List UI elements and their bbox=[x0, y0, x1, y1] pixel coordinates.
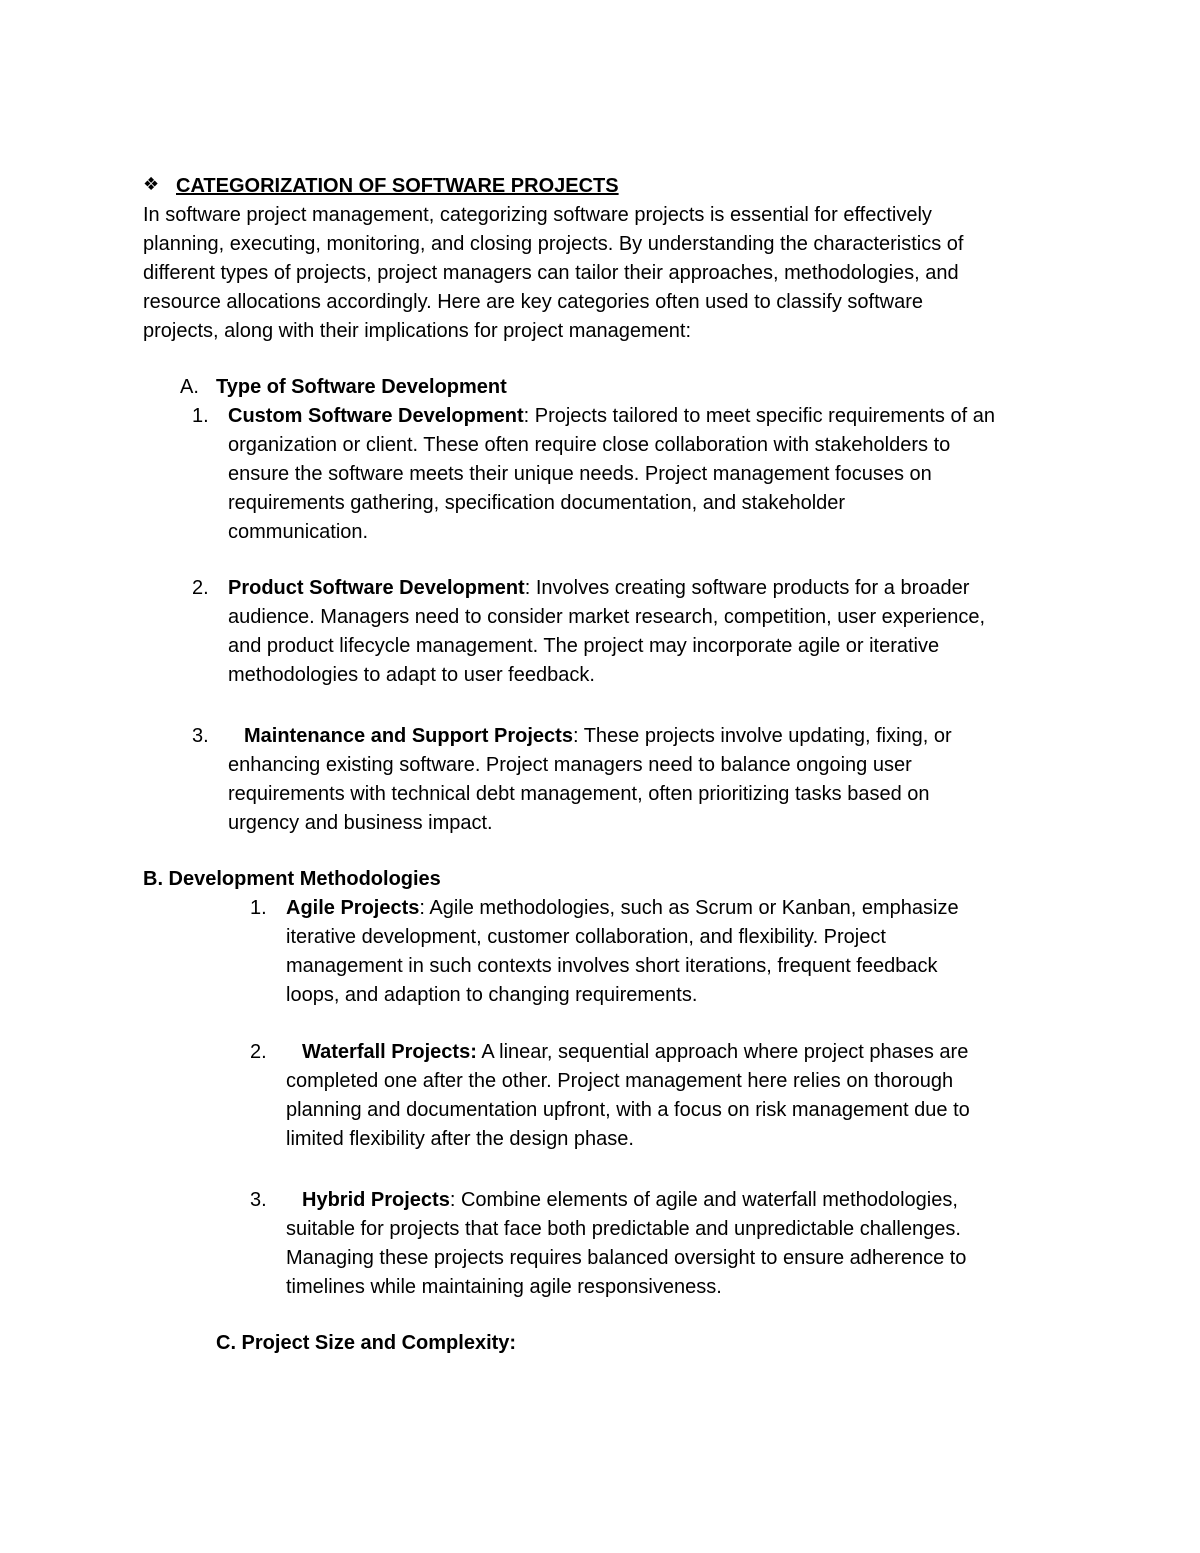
item-text: A linear, sequential approach where project phases are bbox=[476, 1041, 969, 1063]
section-a-title: Type of Software Development bbox=[216, 376, 507, 398]
item-line: urgency and business impact. bbox=[228, 812, 493, 834]
item-line: suitable for projects that face both predictable and unpredictable challenges. bbox=[286, 1218, 961, 1240]
item-number: 1. bbox=[192, 405, 209, 427]
item-text: : Combine elements of agile and waterfall methodologies, bbox=[449, 1189, 958, 1211]
item-line: completed one after the other. Project management here relies on thorough bbox=[286, 1070, 954, 1092]
item-line: management in such contexts involves short iterations, frequent feedback bbox=[286, 955, 938, 977]
item-term: Waterfall Projects: bbox=[302, 1041, 477, 1063]
item-term: Custom Software Development bbox=[228, 405, 524, 427]
item-number: 1. bbox=[250, 897, 267, 919]
item-line: ensure the software meets their unique needs. Project management focuses on bbox=[228, 463, 932, 485]
item-line: limited flexibility after the design phase. bbox=[286, 1128, 634, 1150]
item-first-line bbox=[228, 576, 969, 600]
item-line: methodologies to adapt to user feedback. bbox=[228, 664, 595, 686]
item-line: requirements with technical debt management, often prioritizing tasks based on bbox=[228, 783, 930, 805]
item-first-line bbox=[286, 896, 959, 920]
section-a-marker: A. bbox=[180, 376, 199, 398]
section-b-title: B. Development Methodologies bbox=[143, 868, 441, 890]
item-term: Hybrid Projects bbox=[302, 1189, 450, 1211]
item-number: 3. bbox=[250, 1189, 267, 1211]
item-term: Agile Projects bbox=[286, 897, 420, 919]
item-line: enhancing existing software. Project managers need to balance ongoing user bbox=[228, 754, 912, 776]
item-text: : These projects involve updating, fixing, or bbox=[572, 725, 952, 747]
item-line: Managing these projects requires balanced oversight to ensure adherence to bbox=[286, 1247, 967, 1269]
item-line: audience. Managers need to consider market research, competition, user experience, bbox=[228, 606, 986, 628]
item-term: Product Software Development bbox=[228, 577, 525, 599]
item-number: 3. bbox=[192, 725, 209, 747]
intro-line: In software project management, categorizing software projects is essential for effectively bbox=[143, 204, 932, 226]
intro-line: different types of projects, project managers can tailor their approaches, methodologies, and bbox=[143, 262, 959, 284]
item-first-line bbox=[228, 404, 995, 428]
item-line: communication. bbox=[228, 521, 369, 543]
diamond-bullet-icon: ❖ bbox=[143, 174, 160, 194]
item-line: and product lifecycle management. The project may incorporate agile or iterative bbox=[228, 635, 940, 657]
intro-line: planning, executing, monitoring, and closing projects. By understanding the characteristics of bbox=[143, 233, 964, 255]
item-number: 2. bbox=[192, 577, 209, 599]
item-text: : Involves creating software products for a broader bbox=[524, 577, 970, 599]
item-line: iterative development, customer collaboration, and flexibility. Project bbox=[286, 926, 886, 948]
item-first-line bbox=[244, 724, 952, 748]
item-text: : Projects tailored to meet specific requirements of an bbox=[523, 405, 995, 427]
item-line: timelines while maintaining agile responsiveness. bbox=[286, 1276, 722, 1298]
page-title: CATEGORIZATION OF SOFTWARE PROJECTS bbox=[176, 175, 619, 197]
item-text: : Agile methodologies, such as Scrum or Kanban, emphasize bbox=[419, 897, 959, 919]
item-first-line bbox=[302, 1188, 958, 1212]
section-c-title: C. Project Size and Complexity: bbox=[216, 1332, 517, 1354]
item-line: planning and documentation upfront, with a focus on risk management due to bbox=[286, 1099, 970, 1121]
item-first-line bbox=[302, 1040, 968, 1064]
item-term: Maintenance and Support Projects bbox=[244, 725, 573, 747]
item-line: loops, and adaption to changing requirements. bbox=[286, 984, 698, 1006]
intro-line: resource allocations accordingly. Here are key categories often used to classify software bbox=[143, 291, 924, 313]
item-line: requirements gathering, specification documentation, and stakeholder bbox=[228, 492, 846, 514]
intro-line: projects, along with their implications for project management: bbox=[143, 320, 692, 342]
item-number: 2. bbox=[250, 1041, 267, 1063]
item-line: organization or client. These often require close collaboration with stakeholders to bbox=[228, 434, 951, 456]
